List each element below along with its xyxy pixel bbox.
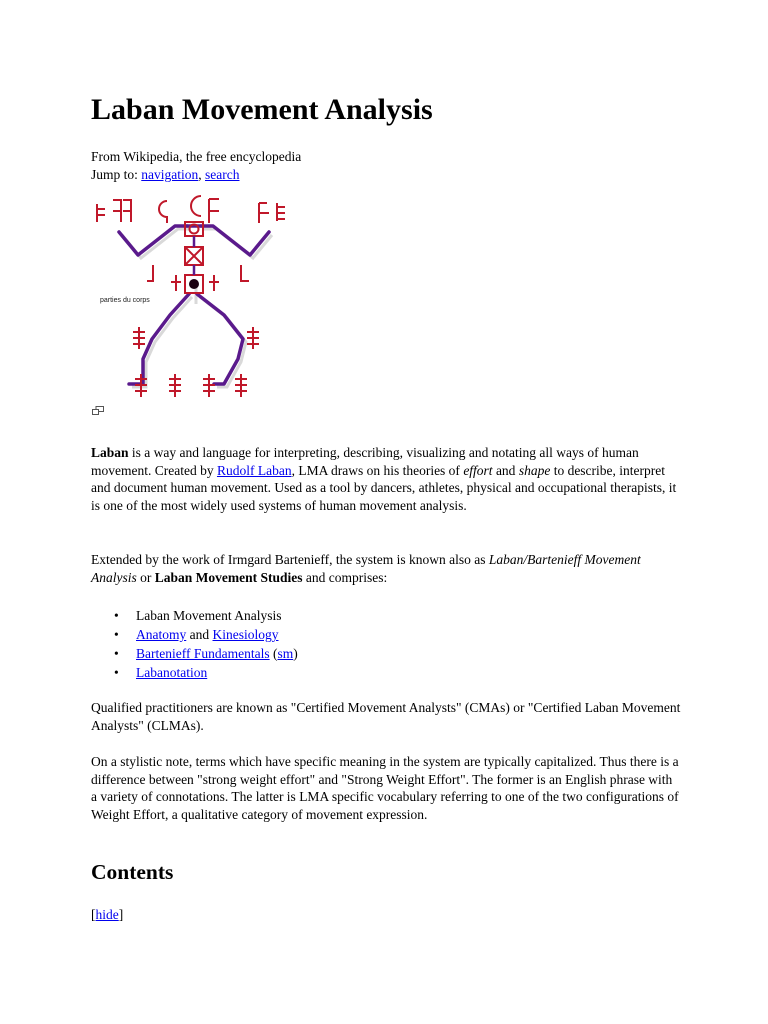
term-laban-bartenieff: Laban/Bartenieff Movement Analysis <box>91 552 641 585</box>
bullet: • <box>114 646 119 661</box>
list-item <box>114 606 676 625</box>
labanotation-link[interactable]: Labanotation <box>136 665 208 680</box>
site-tagline: From Wikipedia, the free encyclopedia <box>91 149 302 164</box>
figure-caption: parties du corps <box>100 297 150 304</box>
term-shape: shape <box>518 462 551 478</box>
page-title: Laban Movement Analysis <box>91 93 433 126</box>
list-item-text: ( <box>269 646 278 661</box>
p1-text-3: and <box>492 462 519 478</box>
p2-text-2: or <box>136 569 155 585</box>
practitioners-paragraph: Qualified practitioners are known as "Certified Movement Analysts" (CMAs) or "Certified Laban Movement Analysts" (CLMAs). <box>91 700 681 733</box>
magnify-clip-icon[interactable] <box>92 406 104 415</box>
rudolf-laban-link[interactable]: Rudolf Laban <box>216 462 292 478</box>
stylistic-note-paragraph: On a stylistic note, terms which have specific meaning in the system are typically capitalized. Thus there is a difference between "strong weight effort" and "Strong Weight Effort". The former is an English phrase with a variety of connotations. The latter is LMA specific vocabulary referring to one of the two configurations of Weight Effort, a qualitative category of movement expression. <box>91 754 679 822</box>
hide-toc-link[interactable]: hide <box>95 907 119 922</box>
list-item-text: and <box>186 627 213 642</box>
jump-to-links <box>91 166 240 183</box>
bullet: • <box>114 627 119 642</box>
jump-to-label: Jump to: <box>91 167 142 182</box>
toc-toggle <box>91 906 123 923</box>
sm-link[interactable]: sm <box>277 646 294 661</box>
contents-heading: Contents <box>91 860 174 884</box>
body-parts-figure[interactable] <box>91 189 306 414</box>
anatomy-link[interactable]: Anatomy <box>136 627 187 642</box>
search-link[interactable]: search <box>205 167 240 182</box>
p1-text-2: , LMA draws on his theories of <box>291 462 464 478</box>
components-list <box>91 606 676 682</box>
navigation-link[interactable]: navigation <box>141 167 199 182</box>
intro-paragraph <box>91 444 681 514</box>
kinesiology-link[interactable]: Kinesiology <box>212 627 279 642</box>
list-item <box>114 663 676 682</box>
p2-text-1: Extended by the work of Irmgard Bartenieff, the system is known also as <box>91 552 489 567</box>
list-item <box>114 625 676 644</box>
p2-text-3: and comprises: <box>302 569 388 585</box>
list-item <box>114 644 676 663</box>
bullet: • <box>114 665 119 680</box>
list-item-text: ) <box>293 646 298 661</box>
bracket-close: ] <box>118 907 124 922</box>
term-laban-movement-studies: Laban Movement Studies <box>154 569 303 585</box>
bartenieff-paragraph <box>91 551 681 586</box>
list-item-text: Laban Movement Analysis <box>136 608 282 623</box>
bracket-open: [ <box>91 907 96 922</box>
jump-to-separator: , <box>198 167 206 182</box>
term-effort: effort <box>463 462 493 478</box>
bartenieff-fundamentals-link[interactable]: Bartenieff Fundamentals <box>136 646 270 661</box>
p1-text-4: to describe, interpret and document human movement. Used as a tool by dancers, athletes, physical and occupational therapists, it is one of the most widely used systems of human movement analysis. <box>91 462 677 513</box>
term-laban: Laban <box>91 445 129 460</box>
p1-text-1: is a way and language for interpreting, describing, visualizing and notating all ways of human movement. Created by <box>91 445 639 478</box>
bullet: • <box>114 608 119 623</box>
